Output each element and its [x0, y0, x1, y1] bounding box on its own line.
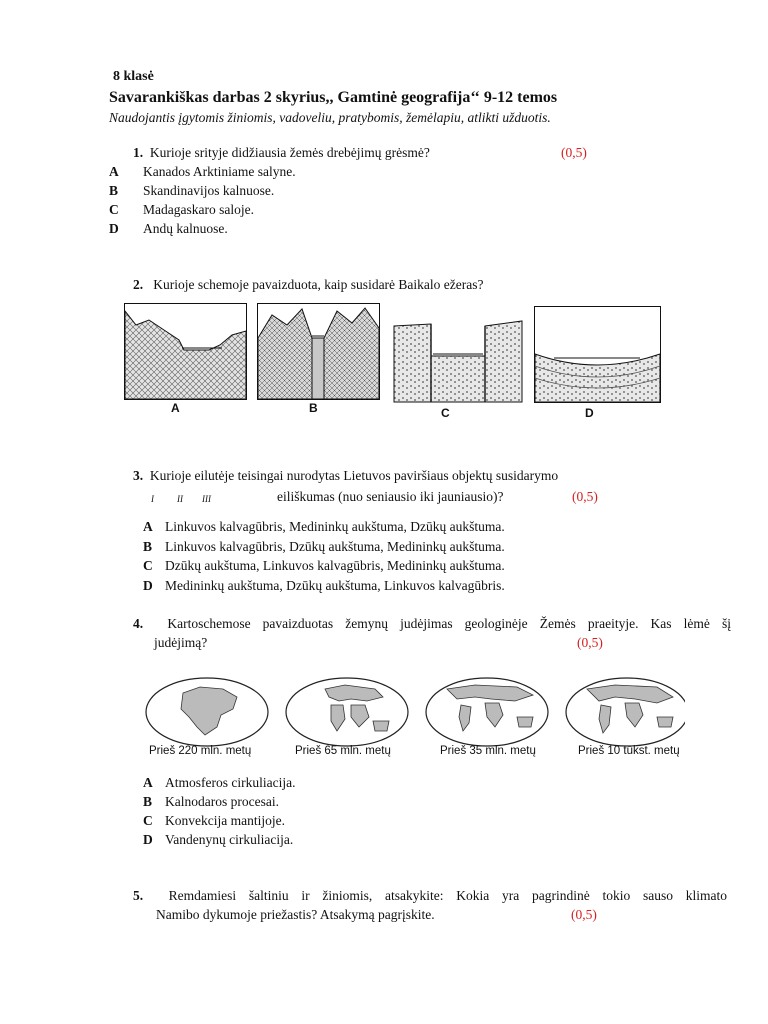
question-5 [133, 888, 727, 904]
option-letter: A [143, 519, 153, 534]
question-3-text: Kurioje eilutėje teisingai nurodytas Lietuvos paviršiaus objektų susidarymo [149, 468, 559, 483]
q1-option-d[interactable] [109, 221, 228, 237]
instructions: Naudojantis įgytomis žiniomis, vadoveliu, pratybomis, žemėlapiu, atlikti užduotis. [109, 110, 551, 125]
diagram-d[interactable] [534, 306, 661, 403]
map-220 [146, 678, 268, 746]
option-letter: B [143, 794, 153, 809]
question-5-text-cont: Namibo dykumoje priežastis? Atsakymą pagrįskite. [156, 907, 435, 922]
question-4-points: (0,5) [577, 635, 603, 650]
question-5-text: Remdamiesi šaltiniu ir žiniomis, atsakykite: Kokia yra pagrindinė tokio sauso klimato [168, 888, 727, 903]
option-letter: B [109, 183, 119, 198]
page-title: Savarankiškas darbas 2 skyrius,, Gamtinė geografija‘‘ 9-12 temos [109, 89, 558, 106]
question-3-points: (0,5) [572, 489, 598, 504]
option-text: Atmosferos cirkuliacija. [165, 775, 296, 790]
q4-option-b[interactable] [143, 794, 279, 810]
option-letter: B [143, 539, 153, 554]
roman-1: I [151, 494, 154, 504]
q3-option-a[interactable] [143, 519, 505, 535]
question-4 [133, 616, 731, 632]
option-letter: D [109, 221, 119, 236]
q3-option-b[interactable] [143, 539, 505, 555]
question-2-number: 2. [133, 277, 144, 292]
diagram-a[interactable] [124, 303, 247, 400]
map-caption-3: Prieš 35 mln. metų [440, 745, 536, 757]
q4-option-c[interactable] [143, 813, 285, 829]
option-letter: C [143, 813, 153, 828]
question-1-points: (0,5) [561, 145, 587, 160]
question-1-number: 1. [133, 145, 144, 160]
question-4-number: 4. [133, 616, 144, 631]
map-caption-2: Prieš 65 mln. metų [295, 745, 391, 757]
q3-option-c[interactable] [143, 558, 505, 574]
q1-option-a[interactable] [109, 164, 296, 180]
option-text: Skandinavijos kalnuose. [143, 183, 275, 198]
option-text: Kanados Arktiniame salyne. [143, 164, 296, 179]
option-text: Konvekcija mantijoje. [165, 813, 285, 828]
option-letter: D [143, 832, 153, 847]
question-1 [133, 145, 430, 161]
option-letter: C [143, 558, 153, 573]
diagram-b-label: B [309, 401, 318, 415]
diagram-b[interactable] [257, 303, 380, 400]
roman-2: II [177, 494, 183, 504]
option-text: Vandenynų cirkuliacija. [165, 832, 294, 847]
question-3 [133, 468, 558, 484]
question-3-number: 3. [133, 468, 144, 483]
option-letter: D [143, 578, 153, 593]
diagram-d-label: D [585, 406, 594, 420]
map-caption-4: Prieš 10 tūkst. metų [578, 745, 680, 757]
question-2-text: Kurioje schemoje pavaizduota, kaip susidarė Baikalo ežeras? [153, 277, 484, 292]
map-65 [286, 678, 408, 746]
map-caption-1: Prieš 220 mln. metų [149, 745, 252, 757]
option-text: Dzūkų aukštuma, Linkuvos kalvagūbris, Medininkų aukštuma. [165, 558, 505, 573]
q3-option-d[interactable] [143, 578, 505, 594]
map-35 [426, 678, 548, 746]
question-5-number: 5. [133, 888, 144, 903]
q1-option-c[interactable] [109, 202, 254, 218]
option-text: Linkuvos kalvagūbris, Dzūkų aukštuma, Medininkų aukštuma. [165, 539, 505, 554]
q4-option-d[interactable] [143, 832, 293, 848]
option-letter: A [109, 164, 119, 179]
option-text: Medininkų aukštuma, Dzūkų aukštuma, Linkuvos kalvagūbris. [165, 578, 505, 593]
question-2 [133, 277, 484, 293]
diagram-c-label: C [441, 406, 450, 420]
q1-option-b[interactable] [109, 183, 274, 199]
option-letter: C [109, 202, 119, 217]
option-text: Linkuvos kalvagūbris, Medininkų aukštuma, Dzūkų aukštuma. [165, 519, 505, 534]
option-letter: A [143, 775, 153, 790]
question-1-text: Kurioje srityje didžiausia žemės drebėjimų grėsmė? [149, 145, 430, 160]
q4-option-a[interactable] [143, 775, 295, 791]
option-text: Madagaskaro saloje. [143, 202, 254, 217]
option-text: Andų kalnuose. [143, 221, 228, 236]
map-10k [566, 678, 685, 746]
option-text: Kalnodaros procesai. [165, 794, 279, 809]
question-4-text-cont: judėjimą? [154, 635, 208, 650]
diagram-a-label: A [171, 401, 180, 415]
roman-3: III [202, 494, 211, 504]
grade-label: 8 klasė [113, 69, 154, 84]
question-5-points: (0,5) [571, 907, 597, 922]
question-3-text-cont: eiliškumas (nuo seniausio iki jauniausio)? [277, 489, 504, 504]
diagram-c[interactable] [393, 306, 523, 403]
question-4-text: Kartoschemose pavaizduotas žemynų judėjimas geologinėje Žemės praeityje. Kas lėmė šį [167, 616, 732, 631]
